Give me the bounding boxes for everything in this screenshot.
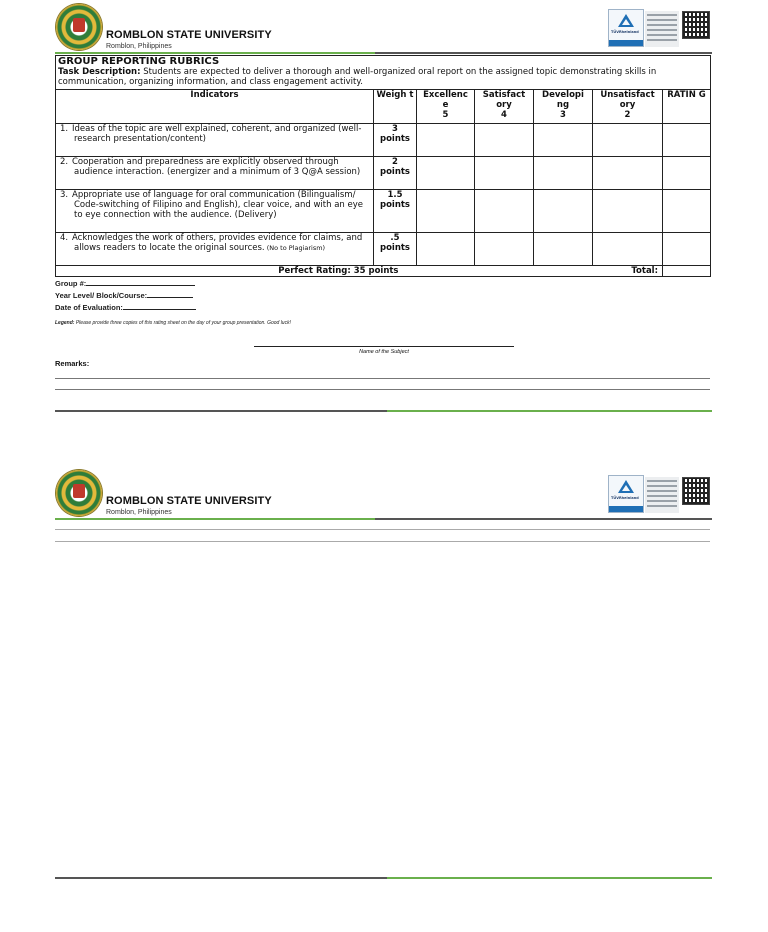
university-name: ROMBLON STATE UNIVERSITY bbox=[106, 29, 272, 41]
faint-line bbox=[55, 529, 710, 530]
score-cell[interactable] bbox=[593, 124, 663, 157]
weight-3: 1.5 points bbox=[374, 190, 417, 233]
col-rating: RATIN G bbox=[663, 90, 711, 124]
weight-2: 2 points bbox=[374, 157, 417, 190]
score-cell[interactable] bbox=[417, 157, 475, 190]
group-field: Group #: bbox=[55, 279, 195, 288]
table-row bbox=[56, 124, 711, 157]
rating-cell[interactable] bbox=[663, 124, 711, 157]
qr-code-icon bbox=[682, 11, 710, 39]
weight-1: 3 points bbox=[374, 124, 417, 157]
legend-note: Legend: Please provide three copies of this rating sheet on the day of your group presentation. Good luck! bbox=[55, 320, 291, 326]
header-rule-dark bbox=[375, 52, 712, 54]
score-cell[interactable] bbox=[534, 124, 593, 157]
table-row bbox=[56, 190, 711, 233]
score-cell[interactable] bbox=[475, 124, 534, 157]
perfect-rating: Perfect Rating: 35 points bbox=[56, 266, 417, 277]
table-row bbox=[56, 233, 711, 266]
footer-rule-green bbox=[387, 410, 712, 412]
rating-cell[interactable] bbox=[663, 190, 711, 233]
certification-text-block bbox=[645, 11, 679, 47]
col-unsatisfactory: Unsatisfact ory 2 bbox=[593, 90, 663, 124]
university-name: ROMBLON STATE UNIVERSITY bbox=[106, 495, 272, 507]
year-field: Year Level/ Block/Course: bbox=[55, 291, 193, 300]
table-row bbox=[56, 157, 711, 190]
score-cell[interactable] bbox=[417, 190, 475, 233]
rating-cell[interactable] bbox=[663, 157, 711, 190]
score-cell[interactable] bbox=[417, 124, 475, 157]
signature-label: Name of the Subject bbox=[359, 349, 409, 355]
total-value-cell[interactable] bbox=[663, 266, 711, 277]
total-row bbox=[56, 266, 711, 277]
col-excellent: Excellenc e 5 bbox=[417, 90, 475, 124]
score-cell[interactable] bbox=[593, 190, 663, 233]
remarks-line[interactable] bbox=[55, 378, 710, 379]
qr-code-icon bbox=[682, 477, 710, 505]
score-cell[interactable] bbox=[475, 233, 534, 266]
page-header-2 bbox=[54, 468, 712, 520]
page-header bbox=[54, 2, 712, 54]
column-header-row bbox=[56, 90, 711, 124]
score-cell[interactable] bbox=[593, 233, 663, 266]
tuv-certification-icon: TÜVRheinland bbox=[608, 9, 644, 47]
university-seal-icon bbox=[56, 470, 102, 516]
score-cell[interactable] bbox=[534, 190, 593, 233]
header-rule-green bbox=[55, 518, 375, 520]
indicator-4: 4. Acknowledges the work of others, provides evidence for claims, and allows readers to locate the original sources. (No to Plagiarism) bbox=[56, 233, 374, 266]
rating-cell[interactable] bbox=[663, 233, 711, 266]
score-cell[interactable] bbox=[534, 157, 593, 190]
footer-rule-dark bbox=[55, 410, 387, 412]
score-cell[interactable] bbox=[593, 157, 663, 190]
score-cell[interactable] bbox=[417, 233, 475, 266]
col-satisfactory: Satisfact ory 4 bbox=[475, 90, 534, 124]
task-label: Task Description: bbox=[58, 67, 141, 77]
footer-rule-green bbox=[387, 877, 712, 879]
score-cell[interactable] bbox=[475, 157, 534, 190]
header-rule-dark bbox=[375, 518, 712, 520]
tuv-certification-icon: TÜVRheinland bbox=[608, 475, 644, 513]
weight-4: .5 points bbox=[374, 233, 417, 266]
col-developing: Developi ng 3 bbox=[534, 90, 593, 124]
certification-text-block bbox=[645, 477, 679, 513]
group-input-line[interactable] bbox=[86, 279, 195, 286]
rubric-title: GROUP REPORTING RUBRICS bbox=[58, 56, 220, 67]
rubric-table bbox=[55, 55, 711, 277]
rubric-heading-cell bbox=[56, 56, 711, 90]
total-label: Total: bbox=[417, 266, 663, 277]
score-cell[interactable] bbox=[475, 190, 534, 233]
signature-line[interactable] bbox=[254, 346, 514, 347]
university-location: Romblon, Philippines bbox=[106, 43, 172, 50]
col-weight: Weigh t bbox=[374, 90, 417, 124]
certification-logos bbox=[608, 9, 710, 49]
footer-rule-dark bbox=[55, 877, 387, 879]
indicator-1: 1. Ideas of the topic are well explained, coherent, and organized (well-research presentation/content) bbox=[56, 124, 374, 157]
university-seal-icon bbox=[56, 4, 102, 50]
remarks-line[interactable] bbox=[55, 389, 710, 390]
header-rule-green bbox=[55, 52, 375, 54]
remarks-label: Remarks: bbox=[55, 359, 90, 368]
date-input-line[interactable] bbox=[123, 303, 196, 310]
task-description bbox=[58, 67, 708, 87]
certification-logos bbox=[608, 475, 710, 515]
col-indicators: Indicators bbox=[56, 90, 374, 124]
indicator-3: 3. Appropriate use of language for oral communication (Bilingualism/ Code-switching of Filipino and English), clear voice, and with an eye to eye connection with the audience. (Delivery) bbox=[56, 190, 374, 233]
task-text: Students are expected to deliver a thorough and well-organized oral report on the assigned topic demonstrating skills in communication, organizing information, and class engagement activity. bbox=[58, 67, 657, 87]
university-location: Romblon, Philippines bbox=[106, 509, 172, 516]
year-input-line[interactable] bbox=[147, 291, 193, 298]
faint-line bbox=[55, 541, 710, 542]
indicator-2: 2. Cooperation and preparedness are explicitly observed through audience interaction. (energizer and a minimum of 3 Q@A session) bbox=[56, 157, 374, 190]
date-field: Date of Evaluation: bbox=[55, 303, 196, 312]
score-cell[interactable] bbox=[534, 233, 593, 266]
